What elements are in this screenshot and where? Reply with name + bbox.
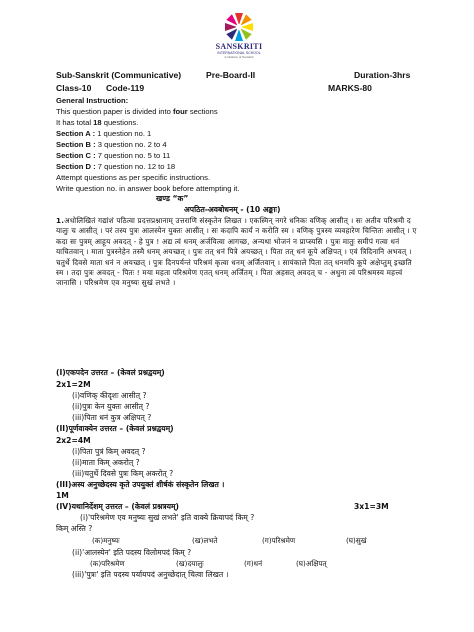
code-label: Code-119 (106, 83, 145, 93)
question-i-marks: 2x1=2M (56, 380, 91, 389)
school-logo (207, 12, 271, 62)
exam-label: Pre-Board-II (206, 70, 256, 80)
question-ii: (II)पूर्णवाक्येन उत्तरत – (केवलं प्रश्नद्वयम्) (56, 424, 174, 433)
question-iv: (IV)यथानिर्देशम् उत्तरत – (केवलं प्रश्नत्रयम्) (56, 502, 179, 511)
section-a-heading: अपठित-अवबोधनम् - (10 अङ्काः) (184, 205, 281, 214)
instruction-section-d: Section D : 7 question no. 12 to 18 (56, 162, 176, 171)
question-iv-1-option-b: (ख)लभते (192, 536, 218, 545)
logo-brand: SANSKRITI (215, 42, 263, 51)
question-i-item-1: (i)वणिक् कीदृशः आसीत् ? (72, 391, 147, 400)
question-iv-1-option-a: (क)मनुष्यः (92, 536, 120, 545)
subject-label: Sub-Sanskrit (Communicative) (56, 70, 182, 80)
question-iv-1-option-d: (घ)सुखं (346, 536, 367, 545)
marks-label: MARKS-80 (328, 83, 372, 93)
question-iv-item-1-cont: किम् अस्ति ? (56, 524, 93, 533)
question-iv-2-option-d: (घ)अक्षिपत् (296, 559, 327, 568)
question-ii-item-2: (ii)माता किम् अकरोत् ? (72, 458, 140, 467)
logo-tagline: A Initiative of Sanskriti (224, 55, 254, 59)
question-iv-marks: 3x1=3M (354, 502, 389, 511)
instruction-section-a: Section A : 1 question no. 1 (56, 129, 152, 138)
question-iv-item-1: (i)'परिश्रमेण एव मनुष्यः सुखं लभते' इति वाक्ये क्रियापदं किम् ? (80, 513, 255, 522)
question-iv-2-option-b: (ख)दयालुः (176, 559, 204, 568)
instruction-section-c: Section C : 7 question no. 5 to 11 (56, 151, 171, 160)
question-iv-1-option-c: (ग)परिश्रमेण (262, 536, 296, 545)
instruction-total: It has total 18 questions. (56, 118, 139, 127)
instruction-section-b: Section B : 3 question no. 2 to 4 (56, 140, 167, 149)
question-i: (I)एकपदेन उत्तरत – (केवलं प्रश्नद्वयम्) (56, 368, 165, 377)
duration-label: Duration-3hrs (354, 70, 411, 80)
passage: 1.अधोलिखितं गद्यांशं पठित्वा प्रदत्तप्रश्नानाम् उत्तराणि संस्कृतेन लिखत । एकस्मिन् नगरे धनिकः वणिक् आसीत् । सः अतीव परिश्रमी दयालुः च आसीत् । परं तस्य पुत्रः आलस्येन युक्तः आसीत् । सः कदापि कार्यं न करोति स्म । वणिक् पुत्रस्य व्यवहारेण चिन्तितः आसीत् । एकदा सः पुत्रम् आहूय अवदत् - हे पुत्र ! अद्य त्वं धनम् अर्जयित्वा आगच्छ, अन्यथा भोजनं न प्राप्स्यसि । पुत्रः मातुः समीपं गत्वा धनं याचितवान् । माता पुत्रस्नेहेन तस्मै धनम् अयच्छत् । पुत्रः तत् धनं पित्रे अयच्छत् । पिता तत् धनं कूपे अक्षिपत् । एवं त्रिदिनानि अभवत् । चतुर्थे दिवसे माता धनं न अयच्छत् । पुत्रः दिनपर्यन्तं परिश्रमं कृत्वा धनम् अर्जितवान् । सायंकाले पिता तत् धनमपि कूपे अक्षेप्तुम् इच्छति स्म । तदा पुत्रः अवदत् - पितः ! मया महता परिश्रमेण एतत् धनम् अर्जितम् । पिता अहसत् अवदत् च - अधुना त्वं परिश्रमस्य महत्त्वं जानासि । परिश्रमेण एव मनुष्यः सुखं लभते । (56, 216, 417, 288)
logo-subtitle: INTERNATIONAL SCHOOL (217, 51, 261, 55)
question-iii: (III)अस्य अनुच्छेदस्य कृते उपयुक्तं शीर्षकं संस्कृतेन लिखत । (56, 480, 225, 489)
question-i-item-2: (ii)पुत्रः केन युक्तः आसीत् ? (72, 402, 150, 411)
question-ii-marks: 2x2=4M (56, 436, 91, 445)
question-iii-marks: 1M (56, 491, 69, 500)
question-i-item-3: (iii)पिता धनं कुत्र अक्षिपत् ? (72, 413, 152, 422)
question-iv-2-option-c: (ग)धनं (244, 559, 263, 568)
section-a-label: खण्ड “क” (156, 194, 189, 203)
instructions-title: General Instruction: (56, 96, 129, 105)
logo-flower-icon (224, 12, 254, 42)
instruction-attempt: Attempt questions as per specific instructions. (56, 173, 211, 182)
instruction-sections: This question paper is divided into four sections (56, 107, 218, 116)
question-iv-2-option-a: (क)परिश्रमेण (90, 559, 125, 568)
instruction-write: Write question no. in answer book before attempting it. (56, 184, 240, 193)
question-iv-item-2: (ii)'आलस्येन' इति पदस्य विलोमपदं किम् ? (72, 548, 192, 557)
question-iv-item-3: (iii)'पुत्रः' इति पदस्य पर्यायपदं अनुच्छेदात् चित्वा लिखत । (72, 570, 229, 579)
class-label: Class-10 (56, 83, 92, 93)
question-ii-item-1: (i)पिता पुत्रं किम् अवदत् ? (72, 447, 146, 456)
question-ii-item-3: (iii)चतुर्थे दिवसे पुत्रः किम् अकरोत् ? (72, 469, 174, 478)
